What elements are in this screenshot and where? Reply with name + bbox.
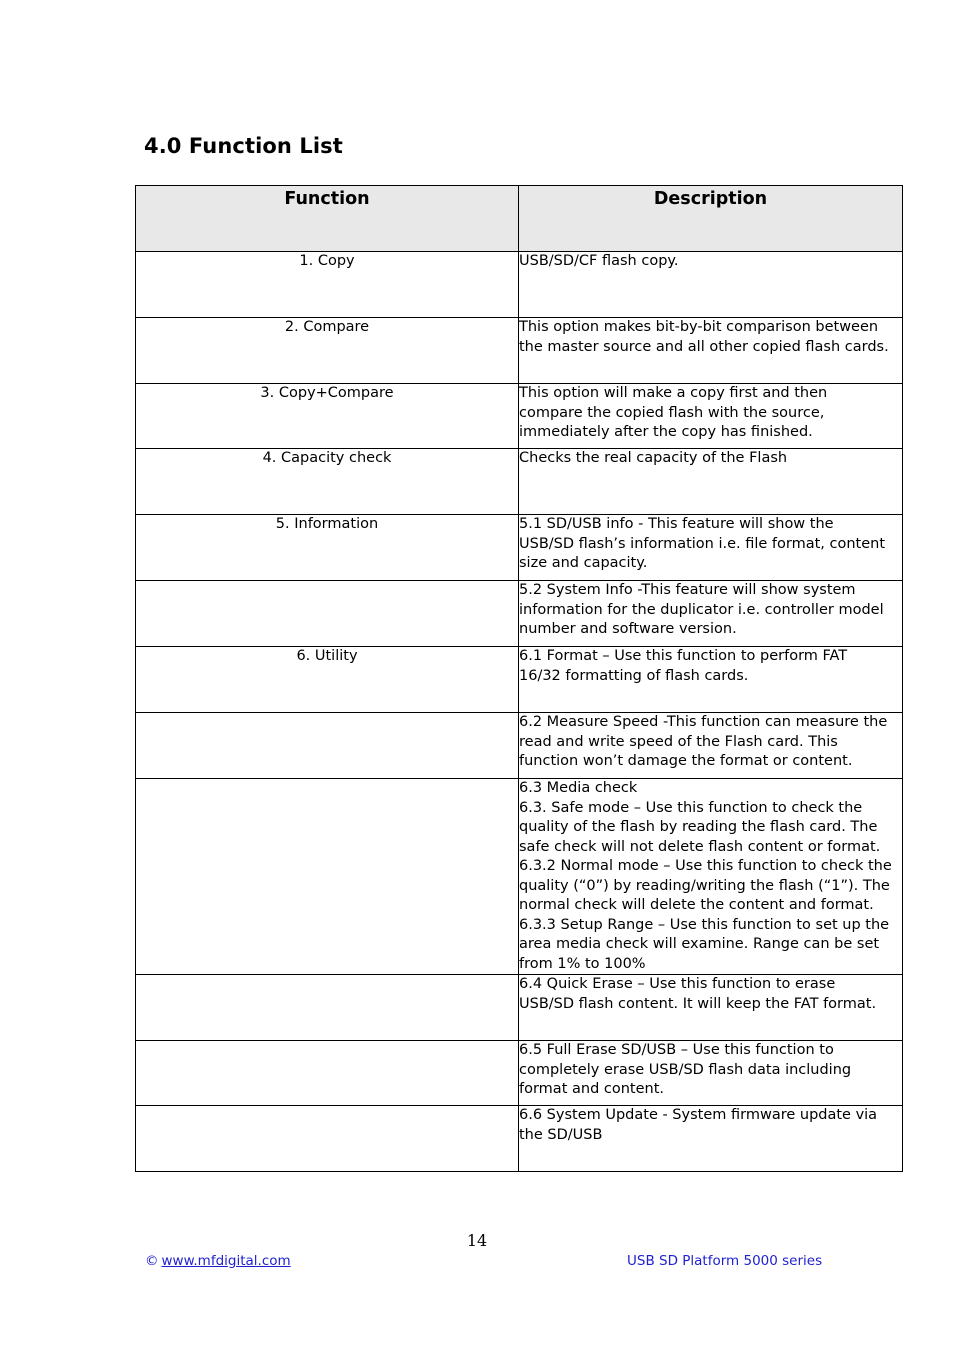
function-cell [136,1041,519,1106]
description-line: 6.1 Format – Use this function to perform FAT [519,648,848,664]
page-number: 14 [466,1231,488,1250]
description-line: USB/SD/CF flash copy. [519,253,679,269]
table-row [136,449,903,515]
description-line: size and capacity. [519,555,648,571]
description-line: normal check will delete the content and format. [519,897,874,913]
function-cell: 2. Compare [136,318,519,384]
description-cell [519,713,903,779]
description-line: 16/32 formatting of flash cards. [519,667,749,684]
function-cell: 1. Copy [136,252,519,318]
description-line: safe check will not delete flash content or format. [519,838,881,855]
description-line: 5.2 System Info -This feature will show system [519,582,856,598]
section-heading: 4.0 Function List [144,134,343,158]
description-line: 6.6 System Update - System firmware update via [519,1107,878,1123]
table-row [136,384,903,449]
description-line: completely erase USB/SD flash data including [519,1061,852,1078]
description-cell [519,318,903,384]
table-row [136,318,903,384]
description-line: 6.3.3 Setup Range – Use this function to set up the [519,916,890,933]
table-header-row [136,186,903,252]
table-row [136,252,903,318]
table-row [136,975,903,1041]
description-cell [519,449,903,515]
footer-product: USB SD Platform 5000 series [627,1253,823,1269]
table-row [136,713,903,779]
description-line: immediately after the copy has finished. [519,424,813,440]
description-line: from 1% to 100% [519,955,646,972]
description-cell [519,384,903,449]
description-line: area media check will examine. Range can be set [519,936,880,952]
description-line: format and content. [519,1081,664,1097]
description-line: number and software version. [519,621,737,637]
description-cell [519,647,903,713]
description-cell [519,581,903,647]
function-cell: 4. Capacity check [136,449,519,515]
description-cell [519,1106,903,1172]
description-cell [519,515,903,581]
function-cell [136,1106,519,1172]
table-row [136,1106,903,1172]
description-line: 6.5 Full Erase SD/USB – Use this function to [519,1042,834,1058]
table-row [136,779,903,975]
function-cell [136,975,519,1041]
function-cell: 3. Copy+Compare [136,384,519,449]
description-line: 6.3.2 Normal mode – Use this function to check the [519,858,892,874]
header-description: Description [519,186,903,252]
description-line: 6.4 Quick Erase – Use this function to erase [519,976,836,992]
description-line: the master source and all other copied flash cards. [519,338,889,355]
description-line: function won’t damage the format or content. [519,753,853,769]
footer-website [145,1253,291,1269]
description-line: quality of the flash by reading the flash card. The [519,819,878,835]
description-cell [519,252,903,318]
function-table [135,185,903,1172]
function-cell [136,581,519,647]
table-row [136,581,903,647]
table-row [136,1041,903,1106]
description-line: 6.2 Measure Speed -This function can measure the [519,714,888,730]
description-cell [519,975,903,1041]
description-line: USB/SD flash content. It will keep the FAT format. [519,995,877,1012]
function-cell: 5. Information [136,515,519,581]
function-cell [136,779,519,975]
description-line: read and write speed of the Flash card. This [519,733,838,750]
function-cell [136,713,519,779]
description-cell [519,779,903,975]
description-line: information for the duplicator i.e. controller model [519,601,884,618]
copyright-icon: © [145,1253,159,1269]
description-line: USB/SD flash’s information i.e. file format, content [519,535,886,552]
description-line: compare the copied flash with the source, [519,404,825,421]
table-row [136,647,903,713]
description-line: 5.1 SD/USB info - This feature will show the [519,516,834,532]
description-line: the SD/USB [519,1126,603,1143]
description-line: This option will make a copy first and then [519,385,828,401]
table-row [136,515,903,581]
description-line: 6.3. Safe mode – Use this function to check the [519,799,863,816]
header-function: Function [136,186,519,252]
website-link[interactable]: www.mfdigital.com [161,1253,291,1269]
description-line: Checks the real capacity of the Flash [519,450,788,466]
description-line: quality (“0”) by reading/writing the flash (“1”). The [519,877,890,894]
description-line: This option makes bit-by-bit comparison between [519,319,879,335]
description-line: 6.3 Media check [519,780,638,796]
description-cell [519,1041,903,1106]
function-cell: 6. Utility [136,647,519,713]
